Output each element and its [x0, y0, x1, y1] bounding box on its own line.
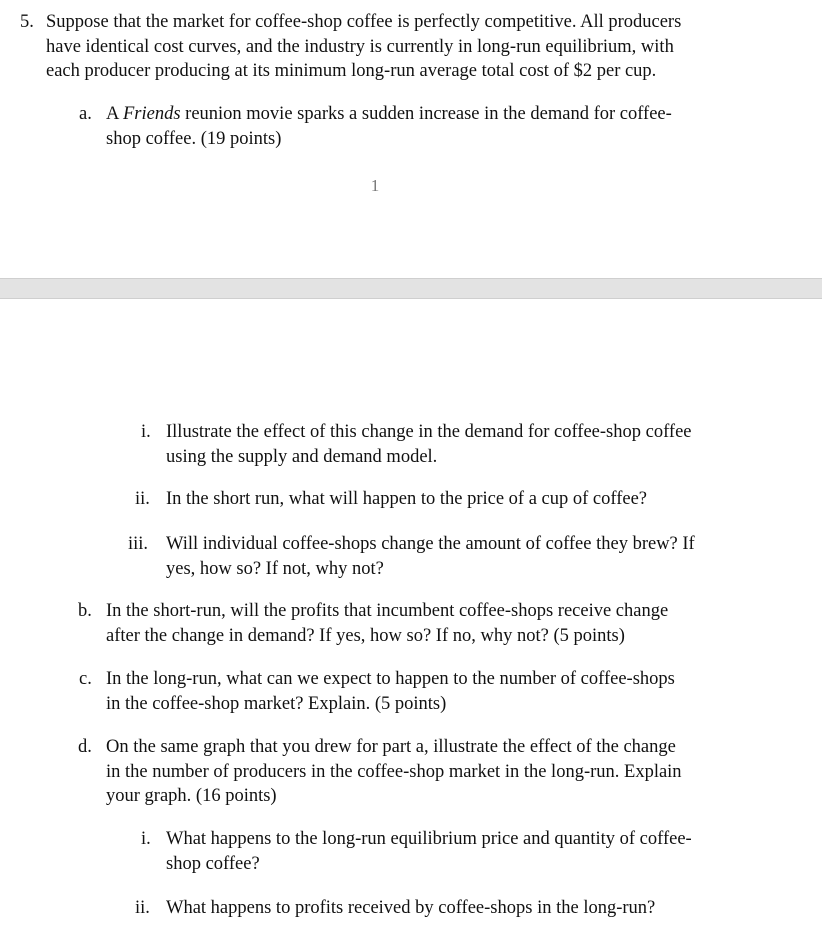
part-a-prefix: A: [106, 104, 123, 124]
page-number: 1: [370, 176, 380, 195]
sub-text: [166, 532, 806, 581]
sub-line: In the short run, what will happen to the price of a cup of coffee?: [166, 489, 647, 509]
part-c-line: In the long-run, what can we expect to happen to the number of coffee-shops: [106, 669, 675, 689]
sub-line: yes, how so? If not, why not?: [166, 558, 384, 579]
sub-text: [166, 827, 806, 876]
sub-label: i.: [141, 422, 151, 442]
part-a-suffix: reunion movie sparks a sudden increase in the demand for coffee-: [180, 104, 672, 124]
sub-line: Illustrate the effect of this change in the demand for coffee-shop coffee: [166, 422, 692, 442]
part-d-text: [106, 735, 806, 809]
part-a-text: [106, 102, 806, 151]
sub-line: What happens to the long-run equilibrium price and quantity of coffee-: [166, 829, 692, 849]
question-line: Suppose that the market for coffee-shop coffee is perfectly competitive. All producers: [46, 12, 682, 32]
sub-text: [166, 420, 806, 469]
sub-label: ii.: [135, 898, 150, 918]
sub-text: [166, 487, 806, 512]
movie-title: Friends: [122, 104, 181, 124]
part-b-text: [106, 599, 806, 648]
sub-label: ii.: [135, 489, 150, 509]
sub-label: iii.: [128, 534, 149, 554]
part-a-line: [106, 102, 806, 127]
part-c-line: in the coffee-shop market? Explain. (5 points): [106, 693, 447, 714]
part-b-line: In the short-run, will the profits that incumbent coffee-shops receive change: [106, 601, 669, 621]
question-line: each producer producing at its minimum long-run average total cost of $2 per cup.: [46, 61, 657, 81]
part-c-text: [106, 667, 806, 716]
part-a-line: shop coffee. (19 points): [106, 128, 282, 149]
sub-line: shop coffee?: [166, 853, 260, 874]
part-d-line: your graph. (16 points): [106, 786, 277, 806]
sub-text: [166, 896, 806, 921]
sub-line: Will individual coffee-shops change the amount of coffee they brew? If: [166, 534, 695, 554]
part-d-line: On the same graph that you drew for part a, illustrate the effect of the change: [106, 737, 676, 757]
question-number: 5.: [20, 12, 34, 32]
part-c-label: c.: [79, 669, 92, 689]
document-page-1: [0, 0, 822, 278]
part-b-line: after the change in demand? If yes, how so? If no, why not? (5 points): [106, 625, 625, 646]
question-line: have identical cost curves, and the industry is currently in long-run equilibrium, with: [46, 36, 674, 57]
document-page-2: [0, 299, 822, 926]
question-text: [46, 10, 816, 84]
sub-line: using the supply and demand model.: [166, 446, 438, 467]
sub-line: What happens to profits received by coffee-shops in the long-run?: [166, 898, 656, 918]
part-d-label: d.: [78, 737, 92, 757]
part-b-label: b.: [78, 601, 92, 621]
part-d-line: in the number of producers in the coffee-shop market in the long-run. Explain: [106, 761, 682, 782]
page-separator: [0, 278, 822, 299]
sub-label: i.: [141, 829, 151, 849]
part-a-label: a.: [79, 104, 92, 124]
